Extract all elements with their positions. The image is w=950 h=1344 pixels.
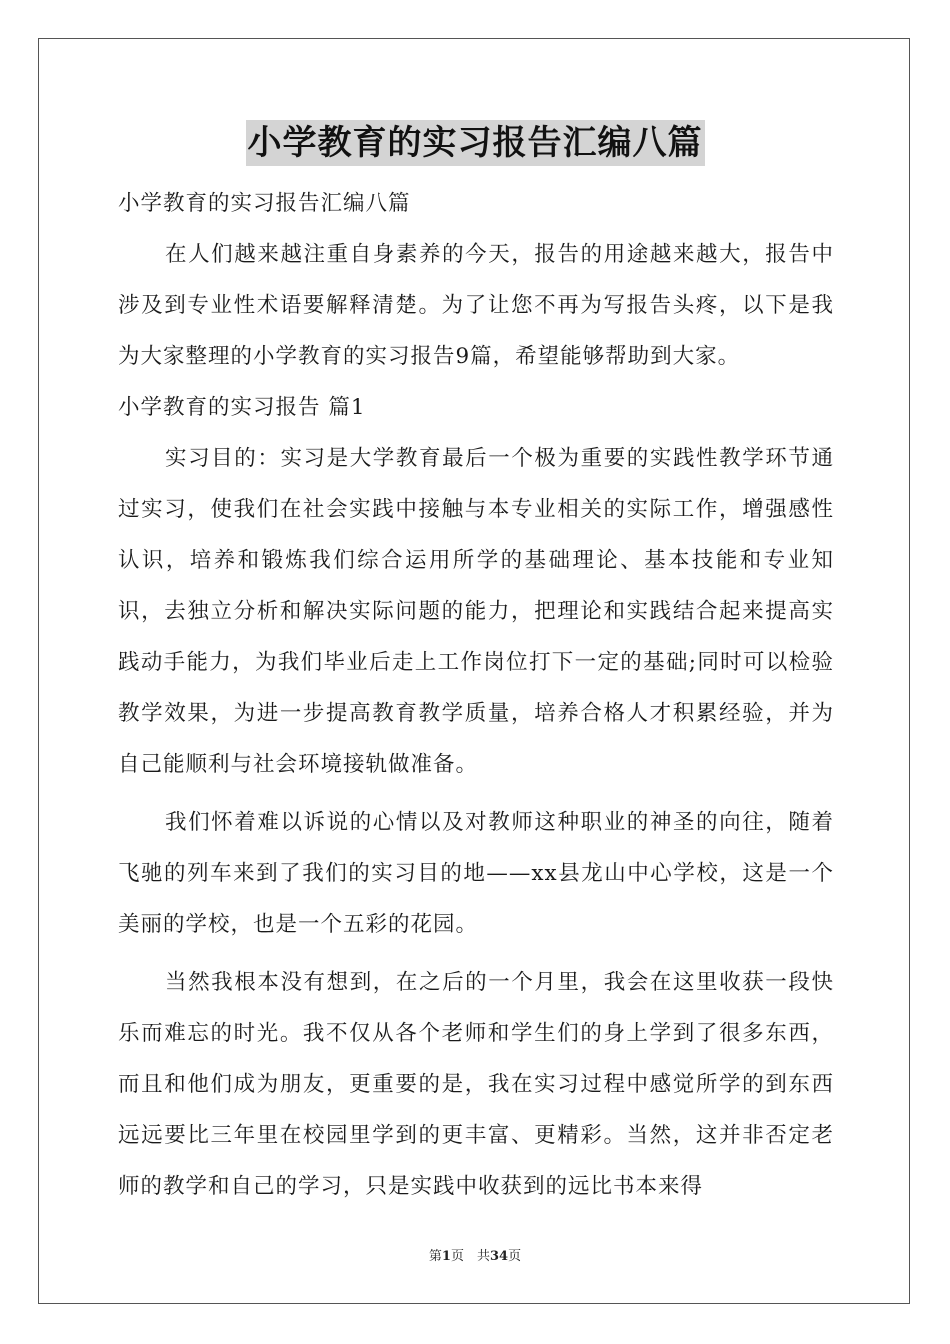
section-heading: 小学教育的实习报告 篇1: [118, 395, 366, 420]
intro-paragraph: 在人们越来越注重自身素养的今天，报告的用途越来越大，报告中涉及到专业性术语要解释清楚。为了让您不再为写报告头疼，以下是我为大家整理的小学教育的实习报告9篇，希望能够帮助到大家。: [118, 242, 834, 369]
page-prefix: 第: [428, 1249, 442, 1264]
document-body: [118, 178, 834, 1212]
document-title: 小学教育的实习报告汇编八篇: [246, 120, 705, 166]
page-suffix: 页: [508, 1249, 522, 1264]
document-subtitle: 小学教育的实习报告汇编八篇: [118, 191, 411, 216]
title-container: [0, 120, 950, 166]
page-number: 1: [441, 1249, 451, 1264]
body-paragraph: 当然我根本没有想到，在之后的一个月里，我会在这里收获一段快乐而难忘的时光。我不仅从各个老师和学生们的身上学到了很多东西，而且和他们成为朋友，更重要的是，我在实习过程中感觉所学的到东西远远要比三年里在校园里学到的更丰富、更精彩。当然，这并非否定老师的教学和自己的学习，只是实践中收获到的远比书本来得: [118, 970, 834, 1199]
page-total: 34: [489, 1249, 509, 1264]
page-mid: 页 共: [450, 1249, 490, 1264]
body-paragraph: 实习目的：实习是大学教育最后一个极为重要的实践性教学环节通过实习，使我们在社会实践中接触与本专业相关的实际工作，增强感性认识，培养和锻炼我们综合运用所学的基础理论、基本技能和专业知识，去独立分析和解决实际问题的能力，把理论和实践结合起来提高实践动手能力，为我们毕业后走上工作岗位打下一定的基础;同时可以检验教学效果，为进一步提高教育教学质量，培养合格人才积累经验，并为自己能顺利与社会环境接轨做准备。: [118, 446, 834, 777]
body-paragraph: 我们怀着难以诉说的心情以及对教师这种职业的神圣的向往，随着飞驰的列车来到了我们的实习目的地——xx县龙山中心学校，这是一个美丽的学校，也是一个五彩的花园。: [118, 810, 834, 937]
page-footer: [0, 1245, 950, 1264]
